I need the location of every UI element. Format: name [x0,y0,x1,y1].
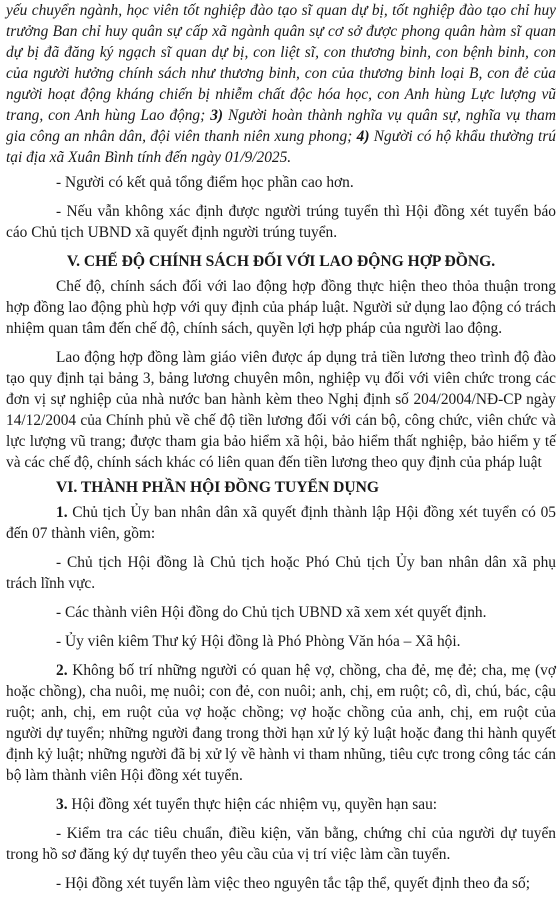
section-vi-item-3-sub-1: - Kiểm tra các tiêu chuẩn, điều kiện, văn bằng, chứng chỉ của người dự tuyển trong hồ sơ đăng ký dự tuyển theo yêu cầu của vị trí việc làm cần tuyển. [6,825,556,863]
priority-text-part1: yếu chuyển ngành, học viên tốt nghiệp đào tạo sĩ quan dự bị, tốt nghiệp đào tạo chỉ huy trưởng Ban chỉ huy quân sự cấp xã ngành quân sự cơ sở được phong quân hàm sĩ quan dự bị đã đăng ký ngạch sĩ quan dự bị, con liệt sĩ, con thương binh, con bệnh binh, con của người hưởng chính sách như thương binh, con của thương binh loại B, con đẻ của người hoạt động kháng chiến bị nhiễm chất độc hóa học, con Anh hùng Lực lượng vũ trang, con Anh hùng Lao động; [6,2,556,124]
item-3-text: Hội đồng xét tuyển thực hiện các nhiệm vụ, quyền hạn sau: [67,796,438,813]
item-2-text: Không bố trí những người có quan hệ vợ, chồng, cha đẻ, mẹ đẻ; cha, mẹ (vợ hoặc chồng), cha nuôi, mẹ nuôi; con đẻ, con nuôi; anh, chị, em ruột; cô, dì, chú, bác, cậu ruột; anh, chị, em ruột của vợ hoặc chồng; vợ hoặc chồng của anh, chị, em ruột của người dự tuyển; những người đang trong thời hạn xử lý kỷ luật hoặc đang thi hành quyết định kỷ luật; những người đã bị xử lý về hành vi tham nhũng, tiêu cực trong công tác cán bộ làm thành viên Hội đồng xét tuyển. [6,662,556,784]
document-page [6,0,556,898]
section-vi-item-1 [6,502,556,544]
section-vi-item-3-sub-2: - Hội đồng xét tuyển làm việc theo nguyên tắc tập thể, quyết định theo đa số; [56,875,530,892]
priority-text-part3: Người có hộ khẩu thường trú tại địa xã Xuân Bình tính đến ngày 01/9/2025. [6,128,556,166]
criteria-tie-rule: - Nếu vẫn không xác định được người trúng tuyển thì Hội đồng xét tuyển báo cáo Chủ tịch UBND xã quyết định người trúng tuyển. [6,203,556,241]
item-2-number: 2. [56,662,68,679]
item-1-number: 1. [56,504,68,521]
section-vi-item-1-sub-2: - Các thành viên Hội đồng do Chủ tịch UBND xã xem xét quyết định. [56,604,487,621]
section-v-paragraph-1: Chế độ, chính sách đối với lao động hợp đồng thực hiện theo thỏa thuận trong hợp đồng lao động phù hợp với quy định của pháp luật. Người sử dụng lao động có trách nhiệm quan tâm đến chế độ, chính sách, quyền lợi hợp pháp của người lao động. [6,278,556,337]
item-1-text: Chủ tịch Ủy ban nhân dân xã quyết định thành lập Hội đồng xét tuyển có 05 đến 07 thành viên, gồm: [6,504,556,542]
priority-number-4: 4) [356,128,370,145]
item-3-number: 3. [56,796,68,813]
section-vi-item-1-sub-3: - Ủy viên kiêm Thư ký Hội đồng là Phó Phòng Văn hóa – Xã hội. [56,633,461,650]
priority-paragraph [6,0,556,168]
section-vi-title: VI. THÀNH PHẦN HỘI ĐỒNG TUYỂN DỤNG [56,479,380,496]
section-v-paragraph-2: Lao động hợp đồng làm giáo viên được áp dụng trả tiền lương theo trình độ đào tạo quy định tại bảng 3, bảng lương chuyên môn, nghiệp vụ đối với viên chức trong các đơn vị sự nghiệp của nhà nước ban hành kèm theo Nghị định số 204/2004/NĐ-CP ngày 14/12/2004 của Chính phủ về chế độ tiền lương đối với cán bộ, công chức, viên chức và lực lượng vũ trang; được tham gia bảo hiểm xã hội, bảo hiểm thất nghiệp, bảo hiểm y tế và các chế độ, chính sách khác có liên quan đến tiền lương theo quy định của pháp luật [6,349,556,471]
priority-number-3: 3) [210,107,224,124]
section-vi-item-2 [6,660,556,786]
criteria-highest-score: - Người có kết quả tổng điểm học phần cao hơn. [56,174,354,191]
priority-text-part2: Người hoàn thành nghĩa vụ quân sự, nghĩa vụ tham gia công an nhân dân, đội viên thanh niên xung phong; [6,107,556,145]
section-v-title: V. CHẾ ĐỘ CHÍNH SÁCH ĐỐI VỚI LAO ĐỘNG HỢP ĐỒNG. [66,253,496,270]
section-vi-item-1-sub-1: - Chủ tịch Hội đồng là Chủ tịch hoặc Phó Chủ tịch Ủy ban nhân dân xã phụ trách lĩnh vực. [6,554,556,592]
section-vi-item-3 [6,794,556,815]
